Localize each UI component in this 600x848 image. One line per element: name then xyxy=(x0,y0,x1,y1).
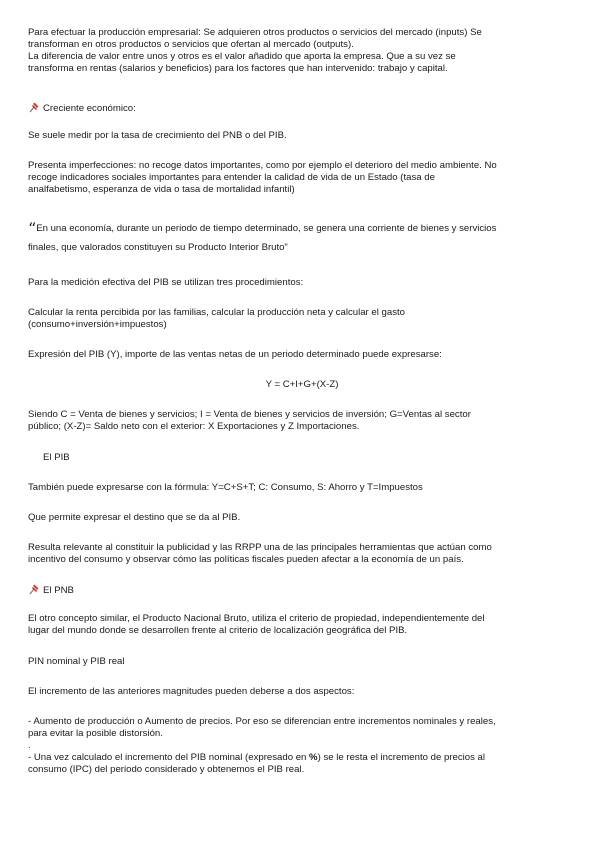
text-line: transforma en rentas (salarios y beneficios) para los factores que han intervenido: trabajo y capital. xyxy=(28,63,448,74)
pushpin-icon xyxy=(28,583,40,595)
paragraph-production xyxy=(28,27,576,75)
paragraph-tambien xyxy=(28,482,576,494)
paragraph-siendo xyxy=(28,409,576,433)
text-line: Siendo C = Venta de bienes y servicios; I = Venta de bienes y servicios de inversión; G=Ventas al sector xyxy=(28,409,471,420)
formula-text: Y = C+I+G+(X-Z) xyxy=(265,379,339,390)
paragraph-destino xyxy=(28,512,576,524)
quote-text: En una economía, durante un periodo de tiempo determinado, se genera una corriente de bienes y servicios xyxy=(36,223,497,234)
text-line: - Aumento de producción o Aumento de precios. Por eso se diferencian entre incrementos nominales y reales, xyxy=(28,716,496,727)
heading-el-pib xyxy=(43,452,591,464)
text-line: (consumo+inversión+impuestos) xyxy=(28,319,167,330)
text-line: finales, que valorados constituyen su Producto Interior Bruto” xyxy=(28,242,288,253)
text-line: Que permite expresar el destino que se da al PIB. xyxy=(28,512,241,523)
text-line: recoge indicadores sociales importantes para entender la calidad de vida de un Estado (tasa de xyxy=(28,172,435,183)
text-line: analfabetismo, esperanza de vida o tasa de mortalidad infantil) xyxy=(28,184,295,195)
text-line: La diferencia de valor entre unos y otros es el valor añadido que aporta la empresa. Que a su vez se xyxy=(28,51,456,62)
paragraph-medicion xyxy=(28,277,576,289)
text-line: público; (X-Z)= Saldo neto con el exterior: X Exportaciones y Z Importaciones. xyxy=(28,421,360,432)
heading-pin-nominal xyxy=(28,656,576,668)
text-line: transforman en otros productos o servicios que ofertan al mercado (outputs). xyxy=(28,39,354,50)
text-line: lugar del mundo donde se desarrollen frente al criterio de localización geográfica del PIB. xyxy=(28,625,408,636)
heading-creciente xyxy=(28,101,576,115)
quote-mark: “ xyxy=(28,219,37,238)
text-line: Calcular la renta percibida por las familias, calcular la producción neta y calcular el gasto xyxy=(28,307,406,318)
text-line: Para la medición efectiva del PIB se utilizan tres procedimientos: xyxy=(28,277,304,288)
paragraph-otro-concepto xyxy=(28,613,576,637)
text-line: Resulta relevante al constituir la publicidad y las RRPP una de las principales herramientas que actúan como xyxy=(28,542,492,553)
text-line: Para efectuar la producción empresarial: Se adquieren otros productos o servicios del mercado (inputs) Se xyxy=(28,27,482,38)
text-line: consumo (IPC) del periodo considerado y obtenemos el PIB real. xyxy=(28,764,305,775)
paragraph-calcular xyxy=(28,307,576,331)
paragraph-imperfecciones xyxy=(28,160,576,196)
text-line: Expresión del PIB (Y), importe de las ventas netas de un periodo determinado puede expresarse: xyxy=(28,349,442,360)
paragraph-expresion xyxy=(28,349,576,361)
paragraph-incremento xyxy=(28,686,576,698)
text-line: También puede expresarse con la fórmula: Y=C+S+T; C: Consumo, S: Ahorro y T=Impuestos xyxy=(28,482,423,493)
text-line: para evitar la posible distorsión. xyxy=(28,728,163,739)
paragraph-resulta xyxy=(28,542,576,566)
text-line: incentivo del consumo y observar cómo las políticas fiscales pueden afectar a la economía de un país. xyxy=(28,554,464,565)
text-line: El otro concepto similar, el Producto Nacional Bruto, utiliza el criterio de propiedad, independientemente del xyxy=(28,613,485,624)
text-line: Se suele medir por la tasa de crecimiento del PNB o del PIB. xyxy=(28,130,287,141)
paragraph-aumento xyxy=(28,716,576,776)
heading-el-pnb xyxy=(28,583,576,597)
section-title: El PIB xyxy=(43,452,70,463)
text-line xyxy=(28,752,576,764)
text-line: . xyxy=(28,740,31,751)
paragraph-quote xyxy=(28,219,576,254)
text-span: ) se le resta el incremento de precios al xyxy=(317,752,486,763)
paragraph-medir xyxy=(28,130,576,142)
formula xyxy=(28,379,576,391)
percent-sign: % xyxy=(309,752,318,763)
text-line: El incremento de las anteriores magnitudes pueden deberse a dos aspectos: xyxy=(28,686,355,697)
section-title: Creciente económico: xyxy=(43,103,136,114)
section-title: PIN nominal y PIB real xyxy=(28,656,125,667)
text-line xyxy=(28,219,576,238)
text-span: - Una vez calculado el incremento del PIB nominal (expresado en xyxy=(28,752,310,763)
text-line: Presenta imperfecciones: no recoge datos importantes, como por ejemplo el deterioro del medio ambiente. No xyxy=(28,160,497,171)
pushpin-icon xyxy=(28,101,40,113)
section-title: El PNB xyxy=(43,585,74,596)
